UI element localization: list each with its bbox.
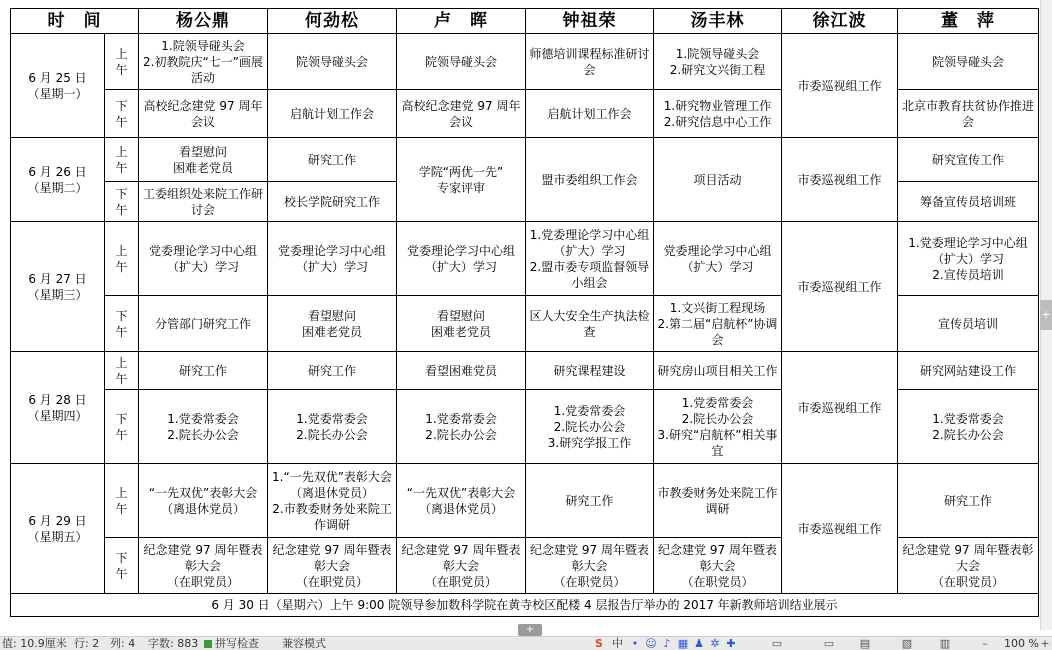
table-cell[interactable]: 区人大安全生产执法检查 [526, 296, 654, 352]
date-cell: 6 月 25 日 （星期一） [11, 34, 105, 138]
table-cell[interactable]: 党委理论学习中心组（扩大）学习 [397, 222, 526, 296]
table-cell[interactable]: 1.院领导碰头会 2.研究文兴街工程 [654, 34, 782, 90]
table-cell[interactable]: 1.党委常委会 2.院长办公会 [268, 390, 397, 464]
zoom-level[interactable]: 100 % [1004, 637, 1039, 650]
add-column-icon[interactable]: + [1040, 300, 1052, 330]
table-cell[interactable]: 研究工作 [898, 464, 1039, 538]
table-row [11, 138, 1039, 182]
table-cell[interactable]: 院领导碰头会 [397, 34, 526, 90]
table-cell[interactable]: 1.党委常委会 2.院长办公会 3.研究学报工作 [526, 390, 654, 464]
table-cell[interactable]: 工委组织处来院工作研讨会 [139, 182, 268, 222]
spell-check-label: 拼写检查 [215, 637, 259, 650]
pm-label: 下 午 [105, 90, 139, 138]
punctuation-icon[interactable]: • [631, 637, 639, 650]
table-cell[interactable]: 1.文兴街工程现场 2.第二届“启航杯”协调会 [654, 296, 782, 352]
header-person: 卢 晖 [397, 9, 526, 34]
table-cell[interactable]: 研究工作 [139, 352, 268, 390]
view-icon[interactable]: ▭ [823, 637, 835, 650]
am-label: 上 午 [105, 352, 139, 390]
table-cell[interactable]: 市教委财务处来院工作调研 [654, 464, 782, 538]
table-cell[interactable]: 看望慰问 困难老党员 [139, 138, 268, 182]
header-person: 何劲松 [268, 9, 397, 34]
footer-row [11, 594, 1039, 617]
table-cell[interactable]: 启航计划工作会 [268, 90, 397, 138]
header-person: 杨公鼎 [139, 9, 268, 34]
table-cell[interactable]: 1.党委理论学习中心组（扩大）学习 2.盟市委专项监督领导小组会 [526, 222, 654, 296]
header-person: 钟祖荣 [526, 9, 654, 34]
table-cell[interactable]: 1.党委常委会 2.院长办公会 [898, 390, 1039, 464]
status-position: 值: 10.9厘米 [2, 637, 67, 650]
view-icon[interactable]: ▭ [771, 637, 783, 650]
header-time: 时 间 [11, 9, 139, 34]
table-cell[interactable]: 看望慰问 困难老党员 [397, 296, 526, 352]
web-view-icon[interactable]: ▧ [901, 637, 913, 650]
table-cell[interactable]: 市委巡视组工作 [782, 464, 898, 594]
header-person: 徐江波 [782, 9, 898, 34]
am-label: 上 午 [105, 464, 139, 538]
table-cell[interactable]: 纪念建党 97 周年暨表彰大会 （在职党员） [898, 538, 1039, 594]
table-cell[interactable]: 宣传员培训 [898, 296, 1039, 352]
status-line: 行: 2 [74, 637, 100, 650]
table-cell[interactable]: 研究工作 [268, 138, 397, 182]
am-label: 上 午 [105, 138, 139, 182]
table-cell[interactable]: 市委巡视组工作 [782, 138, 898, 222]
table-cell[interactable]: 研究课程建设 [526, 352, 654, 390]
sogou-icon[interactable]: S [595, 637, 603, 650]
table-cell[interactable]: 1.党委常委会 2.院长办公会 [397, 390, 526, 464]
table-row [11, 464, 1039, 538]
footer-note[interactable]: 6 月 30 日（星期六）上午 9:00 院领导参加数科学院在黄寺校区配楼 4 层报告厅举办的 2017 年新教师培训结业展示 [11, 594, 1039, 617]
table-cell[interactable]: 党委理论学习中心组（扩大）学习 [139, 222, 268, 296]
table-row [11, 352, 1039, 390]
table-cell[interactable]: “一先双优”表彰大会（离退休党员） [397, 464, 526, 538]
emoji-icon[interactable]: ☺ [645, 637, 657, 650]
date-cell: 6 月 27 日 （星期三） [11, 222, 105, 352]
pm-label: 下 午 [105, 390, 139, 464]
table-cell[interactable]: 筹备宣传员培训班 [898, 182, 1039, 222]
am-label: 上 午 [105, 34, 139, 90]
keyboard-icon[interactable]: ▦ [677, 637, 689, 650]
table-cell[interactable]: 高校纪念建党 97 周年会议 [397, 90, 526, 138]
table-cell[interactable]: 市委巡视组工作 [782, 222, 898, 352]
table-cell[interactable]: 纪念建党 97 周年暨表彰大会 （在职党员） [654, 538, 782, 594]
table-cell[interactable]: 盟市委组织工作会 [526, 138, 654, 222]
ime-mode[interactable]: 中 [612, 637, 623, 650]
pm-label: 下 午 [105, 538, 139, 594]
pm-label: 下 午 [105, 182, 139, 222]
table-cell[interactable]: 看望慰问 困难老党员 [268, 296, 397, 352]
table-cell[interactable]: 师德培训课程标准研讨会 [526, 34, 654, 90]
date-cell: 6 月 28 日 （星期四） [11, 352, 105, 464]
table-cell[interactable]: 研究房山项目相关工作 [654, 352, 782, 390]
schedule-table [10, 8, 1039, 617]
table-cell[interactable]: 1.“一先双优”表彰大会（离退休党员） 2.市教委财务处来院工作调研 [268, 464, 397, 538]
table-cell[interactable]: 分管部门研究工作 [139, 296, 268, 352]
user-icon[interactable]: ♟ [694, 637, 704, 650]
table-cell[interactable]: 党委理论学习中心组（扩大）学习 [654, 222, 782, 296]
table-cell[interactable]: 学院“两优一先” 专家评审 [397, 138, 526, 222]
voice-icon[interactable]: ♪ [663, 637, 671, 650]
table-cell[interactable]: 研究工作 [268, 352, 397, 390]
header-person: 汤丰林 [654, 9, 782, 34]
table-cell[interactable]: 启航计划工作会 [526, 90, 654, 138]
outline-view-icon[interactable]: ▥ [939, 637, 951, 650]
table-cell[interactable]: 校长学院研究工作 [268, 182, 397, 222]
table-cell[interactable]: “一先双优”表彰大会（离退休党员） [139, 464, 268, 538]
table-cell[interactable]: 项目活动 [654, 138, 782, 222]
table-cell[interactable]: 党委理论学习中心组（扩大）学习 [268, 222, 397, 296]
table-cell[interactable]: 研究工作 [526, 464, 654, 538]
table-cell[interactable]: 纪念建党 97 周年暨表彰大会 （在职党员） [397, 538, 526, 594]
table-cell[interactable]: 纪念建党 97 周年暨表彰大会 （在职党员） [526, 538, 654, 594]
skin-icon[interactable]: ✲ [710, 637, 720, 650]
table-cell[interactable]: 1.党委理论学习中心组（扩大）学习 2.宣传员培训 [898, 222, 1039, 296]
table-cell[interactable]: 市委巡视组工作 [782, 352, 898, 464]
header-person: 董 萍 [898, 9, 1039, 34]
table-cell[interactable]: 研究宣传工作 [898, 138, 1039, 182]
header-row [11, 9, 1039, 34]
table-cell[interactable]: 1.研究物业管理工作 2.研究信息中心工作 [654, 90, 782, 138]
date-cell: 6 月 29 日 （星期五） [11, 464, 105, 594]
table-cell[interactable]: 1.党委常委会 2.院长办公会 3.研究“启航杯”相关事宜 [654, 390, 782, 464]
zoom-in-icon[interactable]: + [1040, 637, 1050, 650]
table-cell[interactable]: 纪念建党 97 周年暨表彰大会 （在职党员） [268, 538, 397, 594]
table-cell[interactable]: 纪念建党 97 周年暨表彰大会 （在职党员） [139, 538, 268, 594]
table-row [11, 34, 1039, 90]
table-cell[interactable]: 院领导碰头会 [268, 34, 397, 90]
compat-mode: 兼容模式 [282, 637, 326, 650]
table-cell[interactable]: 研究网站建设工作 [898, 352, 1039, 390]
add-row-icon[interactable]: + [518, 624, 542, 636]
table-cell[interactable]: 1.院领导碰头会 2.初教院庆“七一”画展活动 [139, 34, 268, 90]
zoom-out-icon[interactable]: – [982, 637, 988, 650]
status-chars: 字数: 883 [148, 637, 199, 650]
date-cell: 6 月 26 日 （星期二） [11, 138, 105, 222]
table-row [11, 222, 1039, 296]
pm-label: 下 午 [105, 296, 139, 352]
spell-check-icon [204, 640, 212, 648]
table-cell[interactable]: 看望困难党员 [397, 352, 526, 390]
table-cell[interactable]: 1.党委常委会 2.院长办公会 [139, 390, 268, 464]
table-cell[interactable]: 市委巡视组工作 [782, 34, 898, 138]
toolbox-icon[interactable]: ✚ [726, 637, 736, 650]
status-bar [0, 636, 1052, 650]
page-view-icon[interactable]: ▤ [859, 637, 871, 650]
spell-check-status[interactable] [204, 637, 259, 650]
table-cell[interactable]: 高校纪念建党 97 周年会议 [139, 90, 268, 138]
table-cell[interactable]: 院领导碰头会 [898, 34, 1039, 90]
am-label: 上 午 [105, 222, 139, 296]
table-cell[interactable]: 北京市教育扶贫协作推进会 [898, 90, 1039, 138]
status-col: 列: 4 [110, 637, 136, 650]
